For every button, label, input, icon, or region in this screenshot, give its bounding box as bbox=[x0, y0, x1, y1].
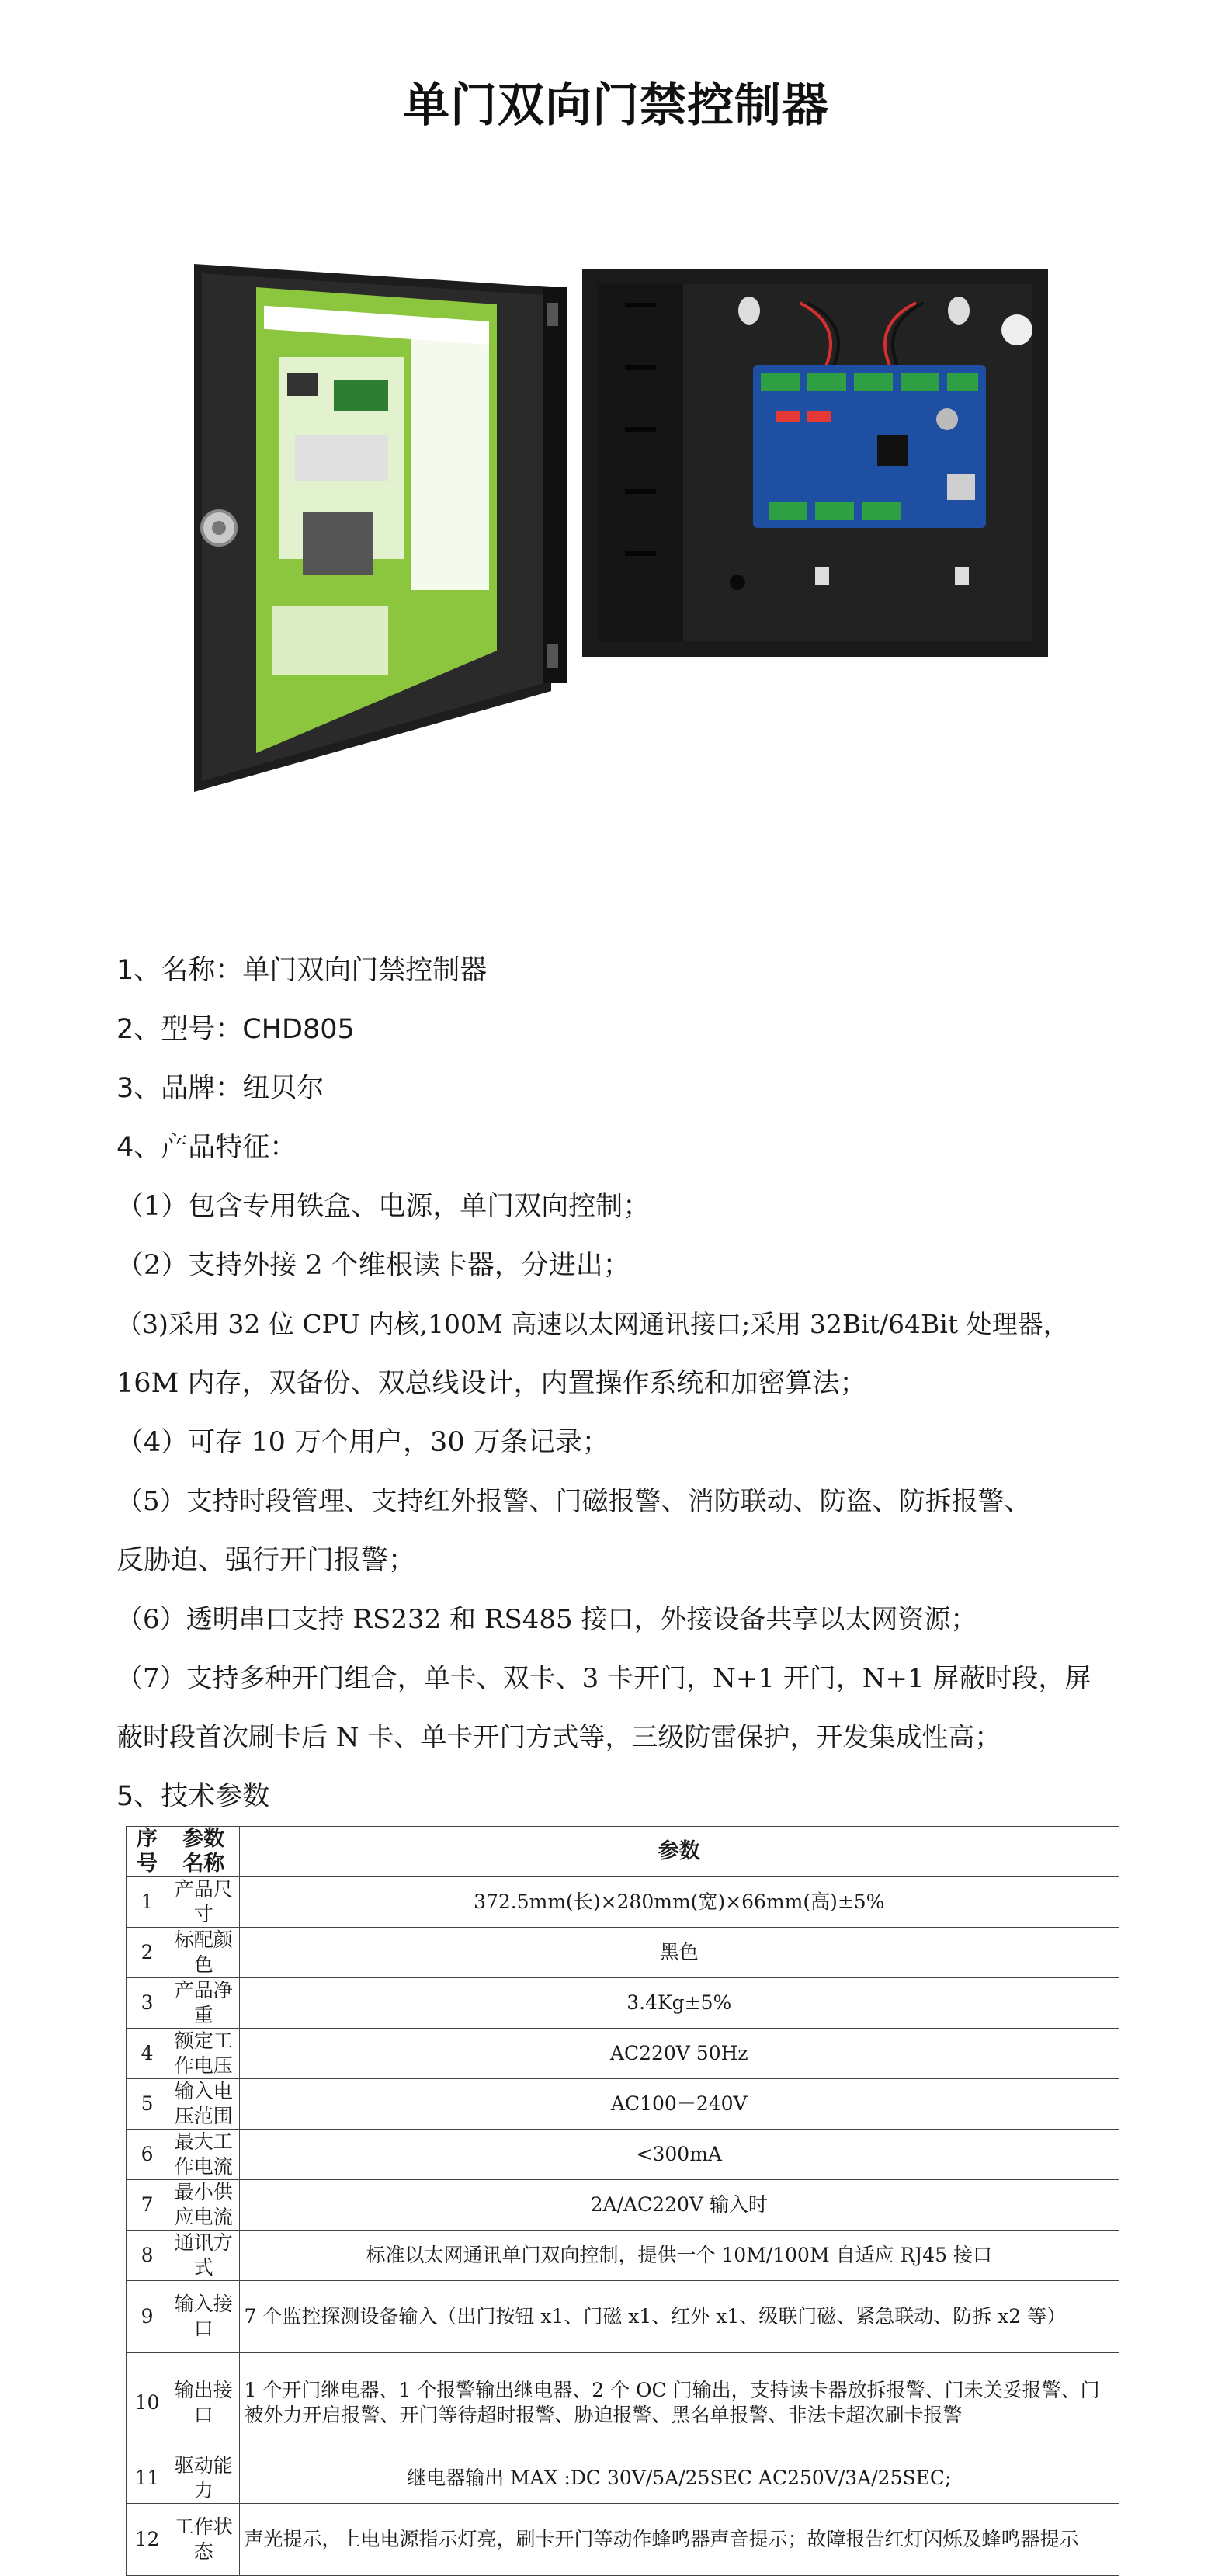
cell-value: 7 个监控探测设备输入（出门按钮 x1、门磁 x1、红外 x1、级联门磁、紧急联动、防拆 x2 等） bbox=[239, 2281, 1119, 2353]
cell-no: 3 bbox=[127, 1978, 168, 2029]
cell-name: 输入电压范围 bbox=[168, 2079, 239, 2130]
product-photo bbox=[179, 256, 1064, 792]
cell-no: 8 bbox=[127, 2231, 168, 2281]
spec-line: 5、技术参数 bbox=[116, 1781, 270, 1812]
cell-no: 4 bbox=[127, 2029, 168, 2079]
cell-no: 9 bbox=[127, 2281, 168, 2353]
page-title: 单门双向门禁控制器 bbox=[403, 78, 829, 133]
spec-line: 4、产品特征： bbox=[116, 1132, 297, 1163]
cell-no: 12 bbox=[127, 2504, 168, 2576]
spec-line: （6）透明串口支持 RS232 和 RS485 接口，外接设备共享以太网资源； bbox=[116, 1604, 977, 1635]
table-row bbox=[127, 2130, 1119, 2180]
cell-no: 2 bbox=[127, 1928, 168, 1978]
cell-value: 372.5mm(长)×280mm(宽)×66mm(高)±5% bbox=[239, 1877, 1119, 1928]
cell-name: 通讯方式 bbox=[168, 2231, 239, 2281]
table-row bbox=[127, 2231, 1119, 2281]
spec-line: （3)采用 32 位 CPU 内核,100M 高速以太网通讯接口;采用 32Bit/64Bit 处理器， bbox=[116, 1309, 1069, 1339]
spec-line: 1、名称：单门双向门禁控制器 bbox=[116, 955, 488, 986]
cell-name: 最大工作电流 bbox=[168, 2130, 239, 2180]
cell-value: 1 个开门继电器、1 个报警输出继电器、2 个 OC 门输出，支持读卡器放拆报警、门未关妥报警、门被外力开启报警、开门等待超时报警、胁迫报警、黑名单报警、非法卡超次刷卡报警 bbox=[239, 2353, 1119, 2453]
cell-value: AC220V 50Hz bbox=[239, 2029, 1119, 2079]
table-row bbox=[127, 2180, 1119, 2231]
table-row bbox=[127, 1928, 1119, 1978]
table-header-row bbox=[127, 1827, 1119, 1877]
cell-value: 声光提示，上电电源指示灯亮，刷卡开门等动作蜂鸣器声音提示；故障报告红灯闪烁及蜂鸣器提示 bbox=[239, 2504, 1119, 2576]
spec-line: 3、品牌：纽贝尔 bbox=[116, 1073, 324, 1104]
cell-value: 3.4Kg±5% bbox=[239, 1978, 1119, 2029]
cell-name: 产品净重 bbox=[168, 1978, 239, 2029]
table-row bbox=[127, 2353, 1119, 2453]
cell-value: 2A/AC220V 输入时 bbox=[239, 2180, 1119, 2231]
spec-line: （1）包含专用铁盒、电源，单门双向控制； bbox=[116, 1191, 651, 1222]
table-row bbox=[127, 2453, 1119, 2504]
table-row bbox=[127, 2029, 1119, 2079]
cell-no: 10 bbox=[127, 2353, 168, 2453]
spec-line: 2、型号：CHD805 bbox=[116, 1014, 355, 1045]
table-row bbox=[127, 1978, 1119, 2029]
cell-value: <300mA bbox=[239, 2130, 1119, 2180]
cell-no: 11 bbox=[127, 2453, 168, 2504]
table-row bbox=[127, 2504, 1119, 2576]
spec-line: （4）可存 10 万个用户，30 万条记录； bbox=[116, 1427, 609, 1458]
spec-line: 16M 内存，双备份、双总线设计，内置操作系统和加密算法； bbox=[116, 1368, 867, 1399]
cell-no: 7 bbox=[127, 2180, 168, 2231]
spec-line: （2）支持外接 2 个维根读卡器，分进出； bbox=[116, 1250, 630, 1281]
cell-name: 输出接口 bbox=[168, 2353, 239, 2453]
cell-name: 驱动能力 bbox=[168, 2453, 239, 2504]
cell-no: 6 bbox=[127, 2130, 168, 2180]
cell-value: 标准以太网通讯单门双向控制，提供一个 10M/100M 自适应 RJ45 接口 bbox=[239, 2231, 1119, 2281]
col-header-name: 参数名称 bbox=[168, 1827, 239, 1877]
tech-params-table bbox=[126, 1826, 1119, 2576]
spec-line: （5）支持时段管理、支持红外报警、门磁报警、消防联动、防盗、防拆报警、 bbox=[116, 1486, 1031, 1517]
cell-value: 继电器输出 MAX :DC 30V/5A/25SEC AC250V/3A/25SEC; bbox=[239, 2453, 1119, 2504]
spec-line: 蔽时段首次刷卡后 N 卡、单卡开门方式等，三级防雷保护，开发集成性高； bbox=[116, 1722, 1001, 1753]
cell-name: 额定工作电压 bbox=[168, 2029, 239, 2079]
table-row bbox=[127, 2079, 1119, 2130]
cell-name: 工作状态 bbox=[168, 2504, 239, 2576]
cell-name: 标配颜色 bbox=[168, 1928, 239, 1978]
cell-value: AC100－240V bbox=[239, 2079, 1119, 2130]
cell-no: 1 bbox=[127, 1877, 168, 1928]
cell-value: 黑色 bbox=[239, 1928, 1119, 1978]
cell-name: 输入接口 bbox=[168, 2281, 239, 2353]
cell-name: 产品尺寸 bbox=[168, 1877, 239, 1928]
table-row bbox=[127, 2281, 1119, 2353]
col-header-value: 参数 bbox=[239, 1827, 1119, 1877]
spec-line: 反胁迫、强行开门报警； bbox=[116, 1545, 416, 1576]
spec-line: （7）支持多种开门组合，单卡、双卡、3 卡开门，N+1 开门，N+1 屏蔽时段，屏 bbox=[116, 1663, 1091, 1694]
cell-no: 5 bbox=[127, 2079, 168, 2130]
table-row bbox=[127, 1877, 1119, 1928]
cell-name: 最小供应电流 bbox=[168, 2180, 239, 2231]
col-header-no: 序号 bbox=[127, 1827, 168, 1877]
